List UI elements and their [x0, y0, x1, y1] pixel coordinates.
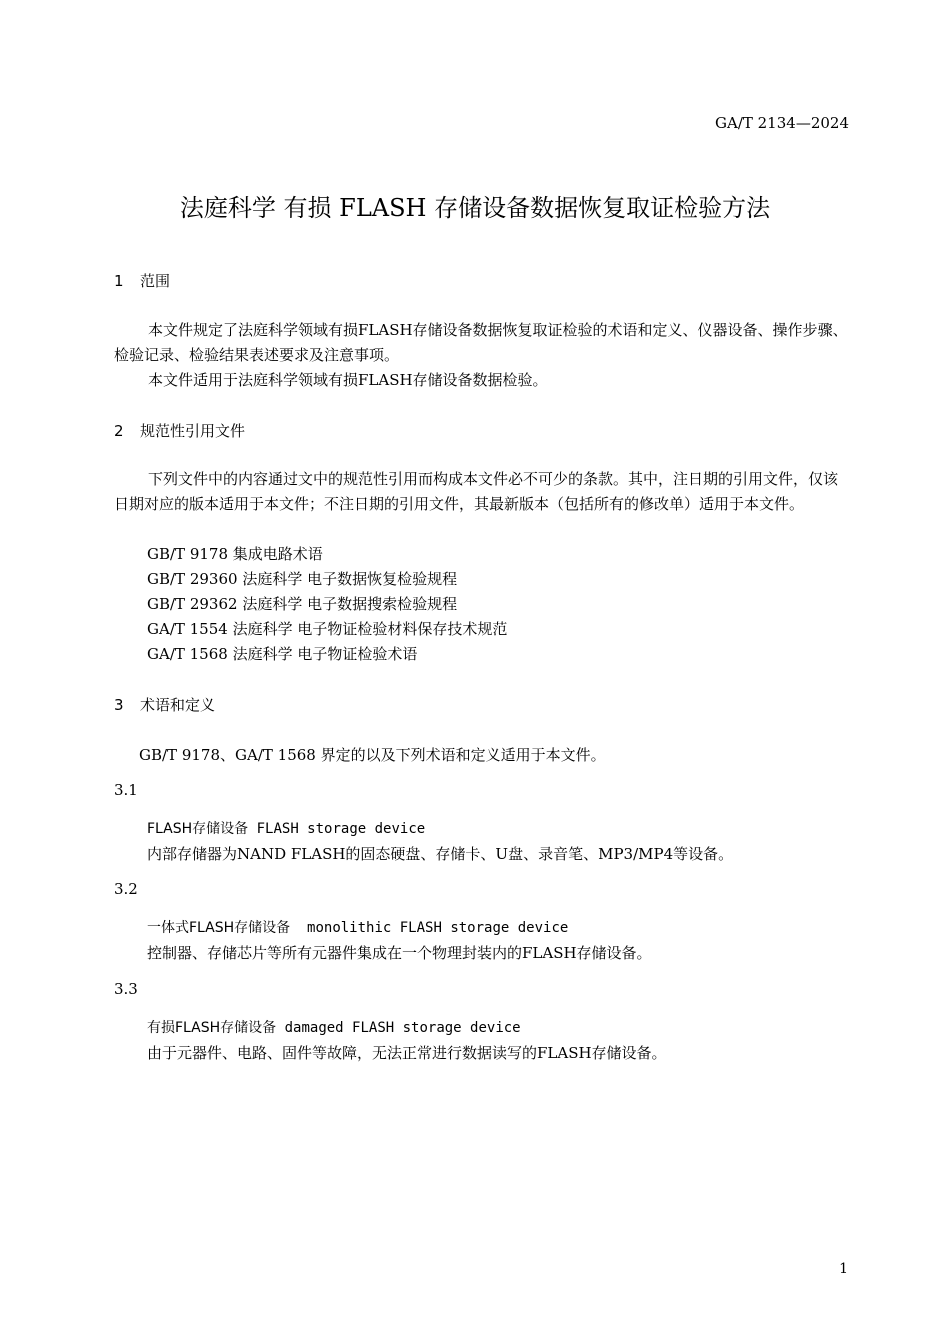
page-number: 1 [839, 1261, 848, 1277]
section-title: 规范性引用文件 [140, 422, 246, 440]
term-definition: 控制器、存储芯片等所有元器件集成在一个物理封装内的FLASH存储设备。 [147, 944, 652, 962]
section-1-paragraph-1: 本文件规定了法庭科学领域有损FLASH存储设备数据恢复取证检验的术语和定义、仪器设备、操作步骤、检验记录、检验结果表述要求及注意事项。 [114, 321, 848, 364]
document-code: GA/T 2134—2024 [715, 114, 849, 132]
term-name [147, 1017, 521, 1037]
term-definition: 由于元器件、电路、固件等故障，无法正常进行数据读写的FLASH存储设备。 [147, 1044, 667, 1062]
term-name-zh: 有损FLASH存储设备 [147, 1020, 277, 1036]
term-name-zh: 一体式FLASH存储设备 [147, 920, 291, 936]
reference-item: GB/T 29362 法庭科学 电子数据搜索检验规程 [147, 595, 458, 613]
reference-item: GB/T 9178 集成电路术语 [147, 545, 323, 563]
term-number: 3.1 [114, 781, 138, 799]
section-2-heading [114, 420, 245, 441]
reference-item: GA/T 1554 法庭科学 电子物证检验材料保存技术规范 [147, 620, 508, 638]
section-3-heading [114, 694, 215, 715]
reference-item: GA/T 1568 法庭科学 电子物证检验术语 [147, 645, 418, 663]
section-title: 范围 [140, 272, 171, 290]
reference-item: GB/T 29360 法庭科学 电子数据恢复检验规程 [147, 570, 458, 588]
section-number: 2 [114, 422, 124, 440]
term-name-en: FLASH storage device [256, 821, 426, 837]
term-name-en: monolithic FLASH storage device [307, 920, 569, 936]
term-name-en: damaged FLASH storage device [284, 1020, 521, 1036]
section-1-paragraph-2: 本文件适用于法庭科学领域有损FLASH存储设备数据检验。 [148, 371, 548, 389]
document-title: 法庭科学 有损 FLASH 存储设备数据恢复取证检验方法 [179, 194, 771, 222]
section-3-intro: GB/T 9178、GA/T 1568 界定的以及下列术语和定义适用于本文件。 [139, 746, 606, 764]
section-number: 1 [114, 272, 124, 290]
section-number: 3 [114, 696, 124, 714]
term-number: 3.3 [114, 980, 138, 998]
section-2-paragraph: 下列文件中的内容通过文中的规范性引用而构成本文件必不可少的条款。其中，注日期的引用文件，仅该日期对应的版本适用于本文件；不注日期的引用文件，其最新版本（包括所有的修改单）适用于本文件。 [114, 470, 839, 513]
term-name [147, 917, 568, 937]
term-name-zh: FLASH存储设备 [147, 821, 249, 837]
term-number: 3.2 [114, 880, 138, 898]
term-definition: 内部存储器为NAND FLASH的固态硬盘、存储卡、U盘、录音笔、MP3/MP4等设备。 [147, 845, 734, 863]
section-1-heading [114, 270, 170, 291]
term-name [147, 818, 425, 838]
section-title: 术语和定义 [140, 696, 216, 714]
